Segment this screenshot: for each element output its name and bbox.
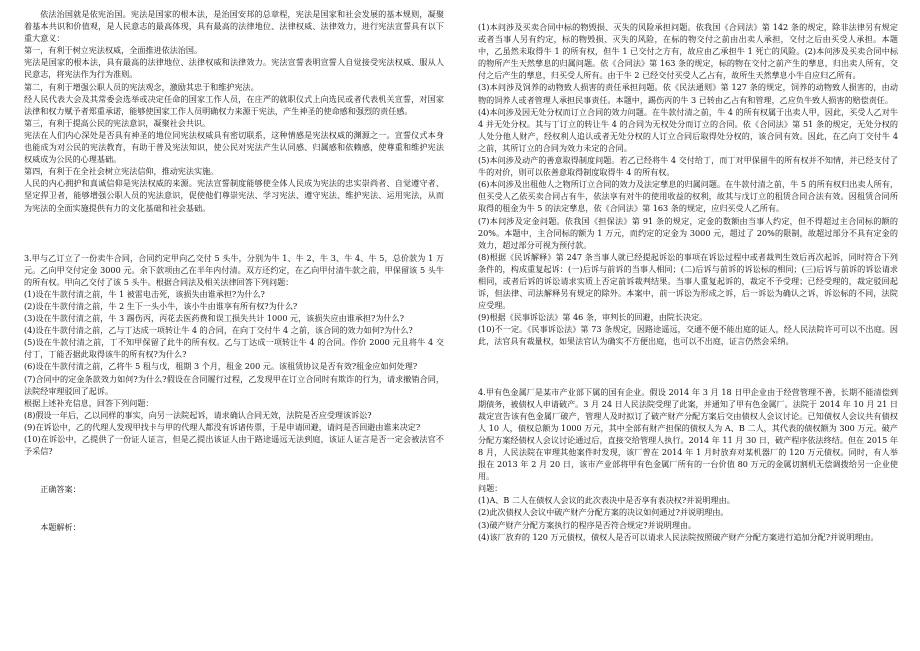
question-4-item: (4)该厂放弃的 120 万元债权，债权人是否可以请求人民法院按照破产财产分配方案进行追加分配?并说明理由。 xyxy=(478,531,879,542)
answer-paragraph: (7)本问涉及定金问题。依我国《担保法》第 91 条的规定，定金的数额由当事人约定，但不得超过主合同标的额的 20%。本题中，主合同标的额为 1 万元，而约定的定金为 3000 元，超过了 20%的限制，故超过部分不具有定金的效力，超过部分可视为预付款。 xyxy=(478,215,898,250)
question-3-item: (5)设在牛款付清之前，丁不知甲保留了此牛的所有权。乙与丁达成一项转让牛 4 的合同。作价 2000 元且将牛 4 交付丁，丁能否据此取得该牛的所有权?为什么? xyxy=(24,337,444,360)
point-body: 宪法在人们内心深处是否具有神圣的地位同宪法权威具有密切联系，这种情感是宪法权威的渊源之一。宣誓仪式本身也能成为对公民的宪法教育，有助于普及宪法知识，使公民对宪法产生认同感、归属感和依赖感，使尊重和维护宪法权威成为公民的心理基础。 xyxy=(24,129,444,165)
question-3-item: (4)设在牛款付清之前，乙与丁达成一项转让牛 4 的合同，在向丁交付牛 4 之前，该合同的效力如何?为什么? xyxy=(24,325,413,336)
left-column xyxy=(24,0,444,533)
answer-paragraph: (10)不一定。《民事诉讼法》第 73 条规定，因路途遥远，交通不便不能出庭的证人，经人民法院许可可以不出庭。因此，法官具有裁量权，如果法官认为确实不方便出庭，也可以不出庭，证言仍然会采纳。 xyxy=(478,324,898,347)
question-4-heading: 问题： xyxy=(478,483,503,494)
point-body: 经人民代表大会及其常委会选举或决定任命的国家工作人员，在庄严的就职仪式上向选民或者代表机关宣誓，对国家法律和权力赋予者郑重承诺，能够使国家工作人员明确权力来源于宪法，产生神圣的使命感和强烈的责任感。 xyxy=(24,93,444,116)
answer-paragraph: (6)本问涉及出租他人之物所订立合同的效力及法定孳息的归属问题。在牛款付清之前，牛 5 的所有权归出卖人所有，但买受人乙依买卖合同占有牛，依法享有对牛的使用收益的权利，故其与戊订立的租赁合同合法有效。因租赁合同所取得的租金为牛 5 的法定孳息，依《合同法》第 163 条的规定，应归买受人乙所有。 xyxy=(478,179,898,214)
point-body: 宪法是国家的根本法，具有最高的法律地位、法律权威和法律效力。宪法宣誓表明宣誓人自觉接受宪法权威、服从人民意志，将宪法作为行为准则。 xyxy=(24,57,444,80)
point-body: 人民的内心拥护和真诚信仰是宪法权威的来源。宪法宣誓制度能够使全体人民成为宪法的忠实崇尚者、自觉遵守者、坚定捍卫者，能够增强公职人员的宪法意识，促使他们尊崇宪法、学习宪法、遵守宪法、维护宪法、运用宪法，从而为宪法的全面实施提供有力的文化基础和社会基础。 xyxy=(24,178,444,213)
question-4-item: (1)A、B 二人在债权人会议的此次表决中是否享有表决权?并说明理由。 xyxy=(478,495,735,506)
answer-label: 正确答案： xyxy=(40,484,81,495)
question-3-item: (2)设在牛款付清之前，牛 2 生下一头小牛，该小牛由谁享有所有权?为什么? xyxy=(24,300,298,311)
answer-paragraph: (8)根据《民诉解释》第 247 条当事人就已经提起诉讼的事项在诉讼过程中或者裁判生效后再次起诉，同时符合下列条件的，构成重复起诉：(一)后诉与前诉的当事人相同；(二)后诉与前诉的诉讼标的相同；(三)后诉与前诉的诉讼请求相同，或者后诉的诉讼请求实质上否定前诉裁判结果。当事人重复起诉的，裁定不予受理；已经受理的，裁定驳回起诉，但法律、司法解释另有规定的除外。本案中，前一诉讼为形成之诉，后一诉讼为确认之诉，诉讼标的不同，法院应受理。 xyxy=(478,251,898,311)
question-4-stem: 4.甲有色金属厂是某市产业部下属的国有企业。假设 2014 年 3 月 18 日甲企业由于经营管理不善，长期不能清偿到期债务，被债权人申请破产。3 月 24 日人民法院受理了此案，并通知了甲有色金属厂。法院于 2014 年 10 月 21 日裁定宣告该有色金属厂破产，管理人及时拟订了破产财产分配方案后交由债权人会议讨论。已知债权人会议共有债权人 10 人，债权总额为 1000 万元，其中全部有财产担保的债权人为 A、B 二人，其代表的债权额为 300 万元。破产分配方案经债权人会议讨论通过后，直接交给管理人执行。2014 年 11 月 30 日，破产程序依法终结。但在 2015 年 8 月，人民法院在审理其他案件时发现，该厂曾在 2014 年 1 月时放弃对某机器厂的 120 万元债权。同时，有人举报在 2013 年 2 月 20 日，该市产业部将甲有色金属厂所有的一台价值 80 万元的金属切割机无偿调拨给另一企业使用。 xyxy=(478,386,898,482)
answer-paragraph: (5)本问涉及动产的善意取得制度问题。若乙已经将牛 4 交付给丁，而丁对甲保留牛的所有权并不知情，并已经支付了牛的对价，则可以依善意取得制度取得牛 4 的所有权。 xyxy=(478,155,898,178)
answer-paragraph: (1)本问涉及买卖合同中标的物毁损、灭失的风险承担问题。依我国《合同法》第 142 条的规定，除非法律另有规定或者当事人另有约定，标的物毁损、灭失的风险，在标的物交付之前由出卖人承担，交付之后由买受人承担。本题中，乙虽然未取得牛 1 的所有权，但牛 1 已交付之方有，故应由乙承担牛 1 死亡的风险。(2)本问涉及买卖合同中标的物所产生天然孳息的归属问题。依《合同法》第 163 条的规定，标的物在交付之前产生的孳息，归出卖人所有，交付之后产生的孳息，归买受人所有。由于牛 2 已经交付买受人乙占有，故所生天然孳息小牛自应归乙所有。 xyxy=(478,22,898,81)
question-3-item: (7)合同中的定金条款效力如何?为什么?假设在合同履行过程，乙发现甲在订立合同时有欺诈的行为，请求撤销合同，法院经审理驳回了起诉。 xyxy=(24,373,444,396)
question-3-item: (8)假设一年后，乙以同样的事实，向另一法院起诉，请求确认合同无效，法院是否应受理该诉讼? xyxy=(24,409,372,420)
question-4-item: (2)此次债权人会议中破产财产分配方案的决议如何通过?并说明理由。 xyxy=(478,507,729,518)
intro-paragraph: 依法治国就是依宪治国。宪法是国家的根本法，是治国安邦的总章程，宪法是国家和社会发展的基本规则，凝聚着基本共识和价值观，是人民意志的最高体现，具有最高的法律地位、法律权威、法律效力，进行宪法宣誓具有以下重大意义： xyxy=(24,9,444,44)
answer-paragraph: (9)根据《民事诉讼法》第 46 条，审判长的回避，由院长决定。 xyxy=(478,312,708,323)
point-heading: 第四，有利于在全社会树立宪法信仰，推动宪法实施。 xyxy=(24,166,219,177)
point-heading: 第二，有利于增强公职人员的宪法观念，激励其忠于和维护宪法。 xyxy=(24,81,259,92)
point-heading: 第一，有利于树立宪法权威，全面推进依法治国。 xyxy=(24,45,203,56)
question-3-item: (9)在诉讼中，乙的代理人发现甲找卡与甲的代理人都没有诉诸传票，于是申请回避，请问是否回避由谁来决定? xyxy=(24,421,421,432)
question-3-stem: 3.甲与乙订立了一份卖牛合同，合同约定甲向乙交付 5 头牛，分别为牛 1、牛 2、牛 3、牛 4、牛 5，总价款为 1 万元。乙向甲交付定金 3000 元。余下款项由乙在半年内付清。双方还约定，在乙向甲付清牛款之前，甲保留该 5 头牛的所有权。甲向乙交付了该 5 头牛。根据合同法及相关法律回答下列问题： xyxy=(24,252,444,287)
right-column xyxy=(478,0,898,543)
point-heading: 第三，有利于提高公民的宪法意识，凝聚社会共识。 xyxy=(24,117,211,128)
answer-paragraph: (4)本问涉及因无处分权而订立合同的效力问题。在牛款付清之前，牛 4 的所有权属于出卖人甲，因此，买受人乙对牛 4 并无处分权。其与丁订立的转让牛 4 的合同为无权处分而订立的合同。依《合同法》第 51 条的规定，无处分权的人处分他人财产，经权利人追认或者无处分权的人订立合同后取得处分权的，该合同有效。因此，在乙向丁交付牛 4 之前，其所订立的合同为效力未定的合同。 xyxy=(478,106,898,153)
question-3-item: (10)在诉讼中，乙提供了一份证人证言，但是乙提出该证人由于路途遥远无法到庭，该证人证言是否一定会被法官不予采信? xyxy=(24,434,444,457)
question-3-item: (1)设在牛款付清之前，牛 1 被雷电击死，该损失由谁承担?为什么? xyxy=(24,288,265,299)
question-4-item: (3)破产财产分配方案执行的程序是否符合规定?并说明理由。 xyxy=(478,519,697,530)
answer-paragraph: (3)本问涉及饲养的动物致人损害的责任承担问题。依《民法通则》第 127 条的规定，饲养的动物致人损害的，由动物的饲养人或者管理人承担民事责任。本题中，踢伤丙的牛 3 已转由乙占有和管理，乙应负牛致人损害的赔偿责任。 xyxy=(478,82,898,105)
question-3-item: (3)设在牛款付清之前，牛 3 踢伤丙，丙花去医药费和误工损失共计 1000 元，该损失应由谁承担?为什么? xyxy=(24,313,404,324)
question-3-item: (6)设在牛款付清之前，乙将牛 5 租与戊，租期 3 个月，租金 200 元。该租赁协议是否有效?租金应如何处理? xyxy=(24,361,418,372)
analysis-label: 本题解析： xyxy=(40,522,81,533)
question-3-item: 根据上述补充信息，回答下列问题： xyxy=(24,397,154,408)
